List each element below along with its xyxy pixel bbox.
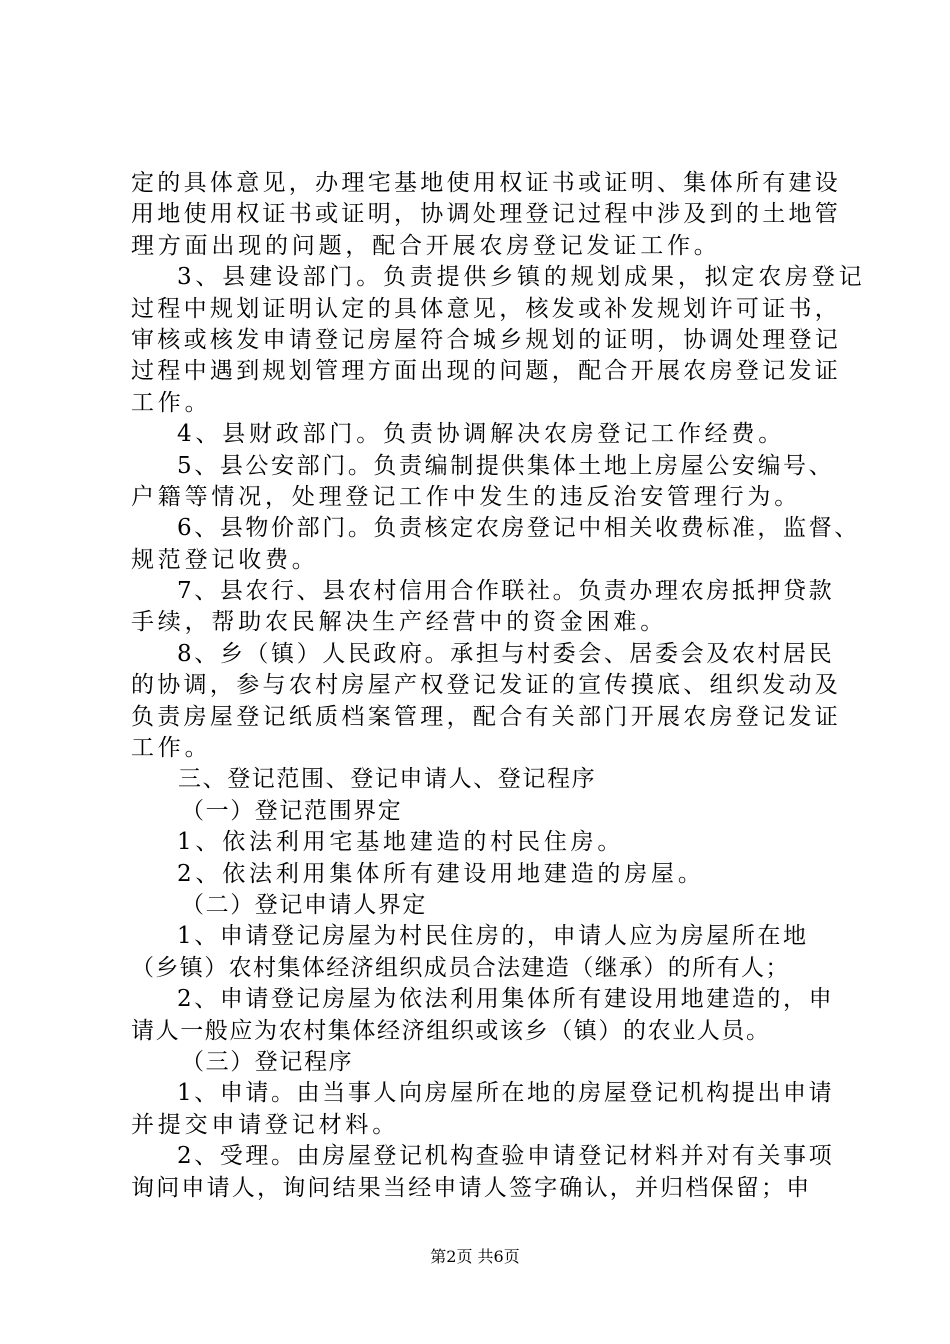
text-line: 并提交申请登记材料。 <box>131 1111 399 1138</box>
text-line: 理方面出现的问题，配合开展农房登记发证工作。 <box>131 232 721 259</box>
text-line: 3、县建设部门。负责提供乡镇的规划成果，拟定农房登记 <box>177 264 866 291</box>
text-line: 手续，帮助农民解决生产经营中的资金困难。 <box>131 609 667 636</box>
text-line: 4、县财政部门。负责协调解决农房登记工作经费。 <box>177 421 786 448</box>
text-line: 过程中遇到规划管理方面出现的问题，配合开展农房登记发证 <box>131 358 842 385</box>
document-body <box>0 168 950 1204</box>
text-line: 负责房屋登记纸质档案管理，配合有关部门开展农房登记发证 <box>131 703 842 730</box>
text-line: 询问申请人，询问结果当经申请人签字确认，并归档保留；申 <box>131 1174 812 1201</box>
text-line: 户籍等情况，处理登记工作中发生的违反治安管理行为。 <box>131 483 801 510</box>
page-number-footer: 第2页 共6页 <box>430 1247 520 1266</box>
text-line: 请人一般应为农村集体经济组织或该乡（镇）的农业人员。 <box>131 1017 771 1044</box>
subsection-heading: （三）登记程序 <box>181 1048 354 1075</box>
text-line: 1、申请登记房屋为村民住房的，申请人应为房屋所在地 <box>177 923 809 950</box>
text-line: 6、县物价部门。负责核定农房登记中相关收费标准，监督、 <box>177 515 860 542</box>
text-line: 1、依法利用宅基地建造的村民住房。 <box>177 829 625 856</box>
text-line: 用地使用权证书或证明，协调处理登记过程中涉及到的土地管 <box>131 201 842 228</box>
subsection-heading: （一）登记范围界定 <box>181 797 403 824</box>
text-line: 定的具体意见，办理宅基地使用权证书或证明、集体所有建设 <box>131 170 842 196</box>
text-line: 2、受理。由房屋登记机构查验申请登记材料并对有关事项 <box>177 1143 835 1170</box>
subsection-heading: （二）登记申请人界定 <box>181 891 427 918</box>
text-line: 8、乡（镇）人民政府。承担与村委会、居委会及农村居民 <box>177 640 835 667</box>
text-line: （乡镇）农村集体经济组织成员合法建造（继承）的所有人； <box>131 954 790 981</box>
text-line: 审核或核发申请登记房屋符合城乡规划的证明，协调处理登记 <box>131 326 842 353</box>
text-line: 1、申请。由当事人向房屋所在地的房屋登记机构提出申请 <box>177 1080 835 1107</box>
text-line: 规范登记收费。 <box>131 546 319 573</box>
section-heading: 三、登记范围、登记申请人、登记程序 <box>178 766 597 793</box>
text-line: 5、县公安部门。负责编制提供集体土地上房屋公安编号、 <box>177 452 835 479</box>
text-line: 2、申请登记房屋为依法利用集体所有建设用地建造的，申 <box>177 986 835 1013</box>
text-line: 2、依法利用集体所有建设用地建造的房屋。 <box>177 860 705 887</box>
text-line: 7、县农行、县农村信用合作联社。负责办理农房抵押贷款 <box>177 578 835 605</box>
text-line: 的协调，参与农村房屋产权登记发证的宣传摸底、组织发动及 <box>131 672 842 699</box>
text-line: 工作。 <box>131 389 212 416</box>
text-line: 过程中规划证明认定的具体意见，核发或补发规划许可证书， <box>131 295 842 322</box>
text-line: 工作。 <box>131 735 212 762</box>
